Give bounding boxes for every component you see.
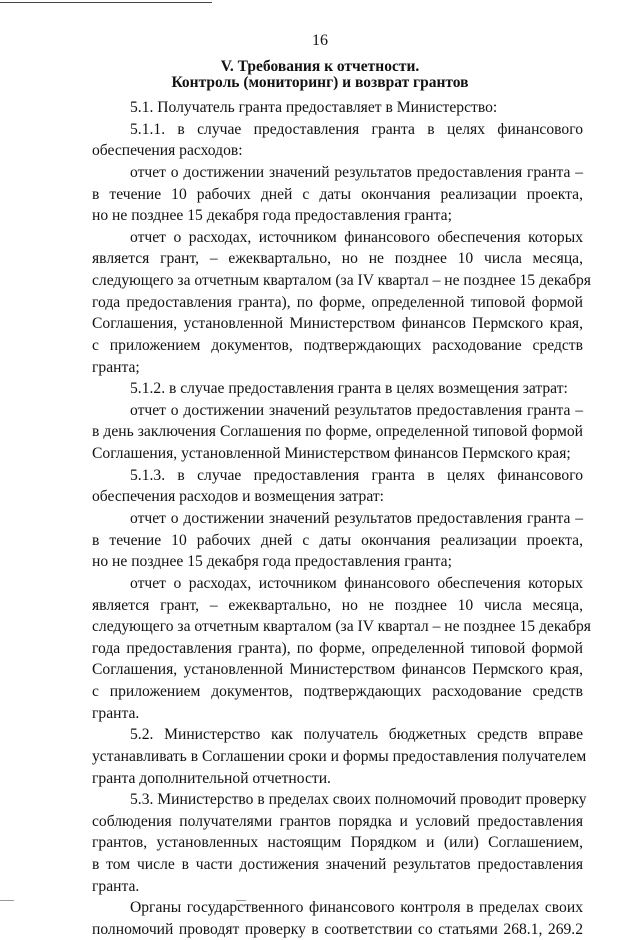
scan-edge-mark xyxy=(0,900,14,901)
scan-edge-mark xyxy=(236,900,246,901)
text-line: 5.1. Получатель гранта предоставляет в Министерство: xyxy=(130,99,498,116)
text-line: Соглашения, установленной Министерством финансов Пермского края, xyxy=(92,315,583,333)
text-line: следующего за отчетным кварталом (за IV квартал – не позднее 15 декабря xyxy=(92,618,591,636)
section-heading-subtitle: Контроль (мониторинг) и возврат грантов xyxy=(171,74,469,91)
text-line: с приложением документов, подтверждающих расходование средств xyxy=(92,683,583,700)
text-line: обеспечения расходов: xyxy=(92,142,243,160)
text-line: гранта; xyxy=(92,358,140,376)
text-line: обеспечения расходов и возмещения затрат: xyxy=(92,488,384,506)
text-line: грантов, установленных настоящим Порядком и (или) Соглашением, xyxy=(92,834,583,852)
text-line: является грант, – ежеквартально, но не позднее 10 числа месяца, xyxy=(92,250,583,268)
text-line: гранта. xyxy=(92,704,140,722)
text-line: Соглашения, установленной Министерством финансов Пермского края, xyxy=(92,661,583,679)
text-line: года предоставления гранта), по форме, определенной типовой формой xyxy=(92,293,583,311)
section-heading-title: V. Требования к отчетности. xyxy=(220,58,420,75)
text-line: Органы государственного финансового контроля в пределах своих xyxy=(130,899,583,917)
text-line: отчет о достижении значений результатов предоставления гранта – xyxy=(130,163,583,181)
text-line: 5.1.1. в случае предоставления гранта в целях финансового xyxy=(130,120,583,138)
text-line: отчет о расходах, источником финансового обеспечения которых xyxy=(130,228,583,246)
text-line: в день заключения Соглашения по форме, определенной типовой формой xyxy=(92,423,583,441)
text-line: 5.1.2. в случае предоставления гранта в целях возмещения затрат: xyxy=(130,380,568,398)
text-line: отчет о достижении значений результатов предоставления гранта – xyxy=(130,510,583,527)
text-line: в том числе в части достижения значений результатов предоставления xyxy=(92,856,583,873)
text-line: устанавливать в Соглашении сроки и формы предоставления получателем xyxy=(92,747,587,765)
text-line: но не позднее 15 декабря года предоставления гранта; xyxy=(92,207,452,225)
text-line: но не позднее 15 декабря года предоставления гранта; xyxy=(92,553,452,571)
page-number: 16 xyxy=(312,32,328,49)
text-line: полномочий проводят проверку в соответствии со статьями 268.1, 269.2 xyxy=(92,920,583,938)
text-line: отчет о расходах, источником финансового обеспечения которых xyxy=(130,574,583,592)
text-line: 5.2. Министерство как получатель бюджетных средств вправе xyxy=(130,726,583,744)
top-rule xyxy=(0,2,212,3)
text-line: с приложением документов, подтверждающих расходование средств xyxy=(92,336,583,354)
text-line: соблюдения получателями грантов порядка и условий предоставления xyxy=(92,812,583,830)
text-line: отчет о достижении значений результатов предоставления гранта – xyxy=(130,401,583,419)
text-line: года предоставления гранта), по форме, определенной типовой формой xyxy=(92,639,583,657)
text-line: в течение 10 рабочих дней с даты окончания реализации проекта, xyxy=(92,185,583,203)
text-line: 5.1.3. в случае предоставления гранта в целях финансового xyxy=(130,466,583,484)
text-line: гранта. xyxy=(92,877,140,895)
text-line: гранта дополнительной отчетности. xyxy=(92,769,331,787)
text-line: в течение 10 рабочих дней с даты окончания реализации проекта, xyxy=(92,531,583,549)
text-line: Соглашения, установленной Министерством финансов Пермского края; xyxy=(92,445,571,463)
text-line: 5.3. Министерство в пределах своих полномочий проводит проверку xyxy=(130,791,587,809)
text-line: является грант, – ежеквартально, но не позднее 10 числа месяца, xyxy=(92,596,583,614)
text-line: следующего за отчетным кварталом (за IV квартал – не позднее 15 декабря xyxy=(92,272,591,289)
